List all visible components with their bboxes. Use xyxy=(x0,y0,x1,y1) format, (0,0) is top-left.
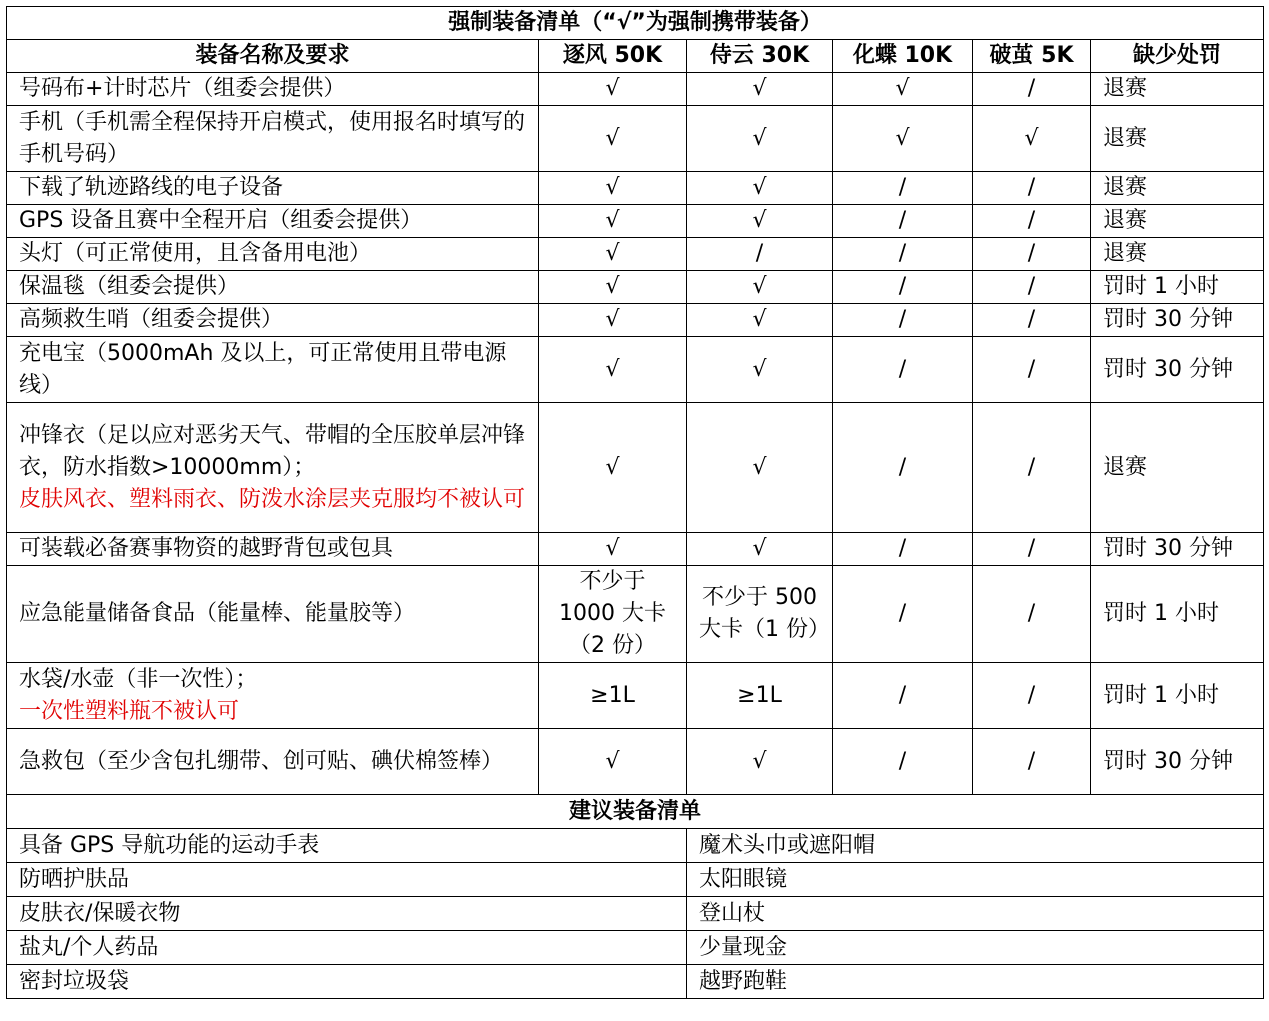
item-name: 保温毯（组委会提供） xyxy=(19,274,240,299)
mark-30k: √ xyxy=(687,106,833,172)
mark-50k: √ xyxy=(539,172,687,205)
item-name-cell xyxy=(7,304,539,337)
recommended-title: 建议装备清单 xyxy=(7,795,1264,829)
recommended-row xyxy=(7,931,1264,965)
item-note-warning: 皮肤风衣、塑料雨衣、防泼水涂层夹克服均不被认可 xyxy=(19,486,526,512)
table-row xyxy=(7,403,1264,533)
mark-10k: / xyxy=(833,533,973,566)
mark-5k: / xyxy=(973,304,1091,337)
item-name-cell xyxy=(7,663,539,729)
mark-5k: / xyxy=(973,663,1091,729)
recommended-item-right: 少量现金 xyxy=(687,931,1264,965)
mark-5k: / xyxy=(973,271,1091,304)
item-name-cell xyxy=(7,238,539,271)
item-name-cell xyxy=(7,106,539,172)
item-note-warning: 一次性塑料瓶不被认可 xyxy=(19,698,240,724)
mark-5k: √ xyxy=(973,106,1091,172)
header-5k: 破茧 5K xyxy=(973,40,1091,73)
mark-5k: / xyxy=(973,238,1091,271)
mark-5k: / xyxy=(973,403,1091,533)
item-name: 号码布+计时芯片（组委会提供） xyxy=(19,76,346,101)
penalty-cell: 罚时 30 分钟 xyxy=(1091,729,1264,795)
item-name: 高频救生哨（组委会提供） xyxy=(19,307,284,332)
recommended-row xyxy=(7,897,1264,931)
table-row xyxy=(7,205,1264,238)
item-name: GPS 设备且赛中全程开启（组委会提供） xyxy=(19,208,423,233)
mark-5k: / xyxy=(973,566,1091,663)
mark-10k: / xyxy=(833,403,973,533)
table-title: 强制装备清单（“√”为强制携带装备） xyxy=(7,7,1264,40)
penalty-cell: 罚时 30 分钟 xyxy=(1091,304,1264,337)
penalty-cell: 退赛 xyxy=(1091,172,1264,205)
mark-30k: 不少于 500 大卡（1 份） xyxy=(687,566,833,663)
header-50k: 逐风 50K xyxy=(539,40,687,73)
mark-10k: / xyxy=(833,271,973,304)
mark-30k: √ xyxy=(687,304,833,337)
table-row xyxy=(7,172,1264,205)
item-name: 头灯（可正常使用，且含备用电池） xyxy=(19,241,372,266)
mark-30k: √ xyxy=(687,271,833,304)
mark-10k: / xyxy=(833,663,973,729)
header-item: 装备名称及要求 xyxy=(7,40,539,73)
mark-50k: √ xyxy=(539,533,687,566)
mark-10k: / xyxy=(833,205,973,238)
table-row xyxy=(7,663,1264,729)
mark-5k: / xyxy=(973,729,1091,795)
table-row xyxy=(7,106,1264,172)
item-name-cell xyxy=(7,172,539,205)
mark-5k: / xyxy=(973,172,1091,205)
mark-50k: √ xyxy=(539,337,687,403)
recommended-item-right: 魔术头巾或遮阳帽 xyxy=(687,829,1264,863)
header-penalty: 缺少处罚 xyxy=(1091,40,1264,73)
item-name: 急救包（至少含包扎绷带、创可贴、碘伏棉签棒） xyxy=(19,748,504,774)
mandatory-equipment xyxy=(7,73,1264,795)
mark-30k: ≥1L xyxy=(687,663,833,729)
recommended-item-left: 皮肤衣/保暖衣物 xyxy=(7,897,687,931)
item-name: 冲锋衣（足以应对恶劣天气、带帽的全压胶单层冲锋衣，防水指数>10000mm）； xyxy=(19,422,526,480)
mark-30k: √ xyxy=(687,533,833,566)
table-row xyxy=(7,271,1264,304)
penalty-cell: 退赛 xyxy=(1091,73,1264,106)
recommended-item-right: 登山杖 xyxy=(687,897,1264,931)
mark-50k: ≥1L xyxy=(539,663,687,729)
mark-30k: √ xyxy=(687,73,833,106)
equipment-table xyxy=(6,6,1264,999)
mark-50k: √ xyxy=(539,729,687,795)
mark-5k: / xyxy=(973,533,1091,566)
mark-5k: / xyxy=(973,205,1091,238)
mark-30k: √ xyxy=(687,403,833,533)
mark-10k: / xyxy=(833,566,973,663)
table-row xyxy=(7,729,1264,795)
penalty-cell: 罚时 30 分钟 xyxy=(1091,337,1264,403)
item-name-cell xyxy=(7,729,539,795)
item-name: 可装载必备赛事物资的越野背包或包具 xyxy=(19,536,394,561)
recommended-row xyxy=(7,863,1264,897)
mark-5k: / xyxy=(973,73,1091,106)
recommended-item-left: 盐丸/个人药品 xyxy=(7,931,687,965)
recommended-equipment xyxy=(7,829,1264,999)
item-name: 手机（手机需全程保持开启模式，使用报名时填写的手机号码） xyxy=(19,109,526,167)
mark-30k: √ xyxy=(687,205,833,238)
header-30k: 侍云 30K xyxy=(687,40,833,73)
mark-10k: / xyxy=(833,304,973,337)
penalty-cell: 罚时 30 分钟 xyxy=(1091,533,1264,566)
table-row xyxy=(7,337,1264,403)
table-row xyxy=(7,73,1264,106)
recommended-row xyxy=(7,829,1264,863)
table-row xyxy=(7,238,1264,271)
recommended-item-right: 越野跑鞋 xyxy=(687,965,1264,999)
mark-10k: / xyxy=(833,172,973,205)
penalty-cell: 退赛 xyxy=(1091,238,1264,271)
penalty-cell: 罚时 1 小时 xyxy=(1091,663,1264,729)
penalty-cell: 罚时 1 小时 xyxy=(1091,566,1264,663)
penalty-cell: 退赛 xyxy=(1091,403,1264,533)
item-name: 应急能量储备食品（能量棒、能量胶等） xyxy=(19,601,416,626)
mark-30k: √ xyxy=(687,337,833,403)
mark-50k: √ xyxy=(539,403,687,533)
table-row xyxy=(7,566,1264,663)
mark-50k: √ xyxy=(539,106,687,172)
recommended-item-left: 防晒护肤品 xyxy=(7,863,687,897)
mark-50k: √ xyxy=(539,205,687,238)
item-name: 水袋/水壶（非一次性）； xyxy=(19,666,258,692)
item-name-cell xyxy=(7,337,539,403)
item-name-cell xyxy=(7,73,539,106)
recommended-item-right: 太阳眼镜 xyxy=(687,863,1264,897)
mark-50k: √ xyxy=(539,238,687,271)
item-name: 下载了轨迹路线的电子设备 xyxy=(19,175,284,200)
mark-10k: / xyxy=(833,238,973,271)
mark-50k: 不少于 1000 大卡（2 份） xyxy=(539,566,687,663)
mark-50k: √ xyxy=(539,271,687,304)
penalty-cell: 退赛 xyxy=(1091,106,1264,172)
recommended-item-left: 密封垃圾袋 xyxy=(7,965,687,999)
item-name-cell xyxy=(7,566,539,663)
table-row xyxy=(7,533,1264,566)
mark-5k: / xyxy=(973,337,1091,403)
header-10k: 化蝶 10K xyxy=(833,40,973,73)
table-row xyxy=(7,304,1264,337)
mark-30k: / xyxy=(687,238,833,271)
mark-10k: √ xyxy=(833,106,973,172)
mark-10k: √ xyxy=(833,73,973,106)
mark-50k: √ xyxy=(539,73,687,106)
item-name-cell xyxy=(7,403,539,533)
mark-30k: √ xyxy=(687,172,833,205)
item-name-cell xyxy=(7,205,539,238)
mark-10k: / xyxy=(833,729,973,795)
item-name: 充电宝（5000mAh 及以上，可正常使用且带电源线） xyxy=(19,340,507,398)
item-name-cell xyxy=(7,271,539,304)
recommended-row xyxy=(7,965,1264,999)
recommended-item-left: 具备 GPS 导航功能的运动手表 xyxy=(7,829,687,863)
mark-30k: √ xyxy=(687,729,833,795)
mark-50k: √ xyxy=(539,304,687,337)
mark-10k: / xyxy=(833,337,973,403)
penalty-cell: 罚时 1 小时 xyxy=(1091,271,1264,304)
item-name-cell xyxy=(7,533,539,566)
penalty-cell: 退赛 xyxy=(1091,205,1264,238)
